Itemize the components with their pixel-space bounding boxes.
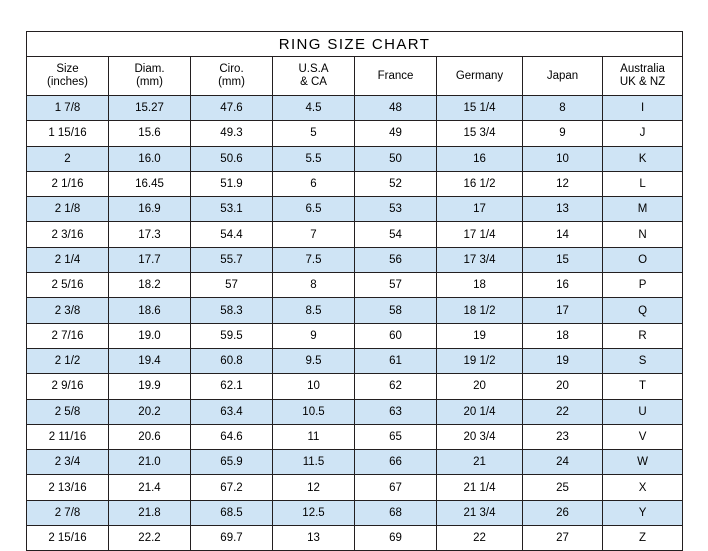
column-header-usa-ca [273, 57, 355, 96]
table-cell: 53 [355, 197, 437, 222]
table-cell: 57 [191, 273, 273, 298]
table-cell: 12 [523, 171, 603, 196]
column-header-usa-ca-line2: & CA [300, 76, 327, 88]
table-cell: 18.6 [109, 298, 191, 323]
table-cell: 49 [355, 121, 437, 146]
table-cell: 2 3/4 [27, 450, 109, 475]
table-row [27, 526, 683, 551]
table-cell: 16.9 [109, 197, 191, 222]
table-cell: 15 1/4 [437, 96, 523, 121]
table-cell: 63.4 [191, 399, 273, 424]
table-cell: Y [603, 500, 683, 525]
table-cell: P [603, 273, 683, 298]
table-cell: 17.7 [109, 247, 191, 272]
table-cell: 48 [355, 96, 437, 121]
table-cell: 19 [523, 348, 603, 373]
table-cell: 5 [273, 121, 355, 146]
column-header-japan-line1: Japan [546, 69, 579, 82]
table-cell: 21.0 [109, 450, 191, 475]
table-cell: 20.6 [109, 424, 191, 449]
table-cell: 52 [355, 171, 437, 196]
table-cell: 2 13/16 [27, 475, 109, 500]
table-cell: 2 7/8 [27, 500, 109, 525]
column-header-usa-ca-line1: U.S.A [298, 63, 329, 75]
table-cell: 2 1/16 [27, 171, 109, 196]
table-cell: 22.2 [109, 526, 191, 551]
table-cell: 19.9 [109, 374, 191, 399]
table-cell: 16.45 [109, 171, 191, 196]
table-cell: 11 [273, 424, 355, 449]
table-cell: S [603, 348, 683, 373]
table-cell: 9.5 [273, 348, 355, 373]
table-cell: V [603, 424, 683, 449]
table-cell: 16 [523, 273, 603, 298]
table-cell: Q [603, 298, 683, 323]
table-cell: R [603, 323, 683, 348]
table-cell: 55.7 [191, 247, 273, 272]
table-cell: 60 [355, 323, 437, 348]
table-cell: 10 [273, 374, 355, 399]
table-cell: 1 7/8 [27, 96, 109, 121]
table-cell: 6 [273, 171, 355, 196]
table-row [27, 323, 683, 348]
table-cell: 23 [523, 424, 603, 449]
column-header-australia-uk-nz-line1: Australia [620, 63, 665, 75]
table-cell: 17 [523, 298, 603, 323]
table-cell: 16.0 [109, 146, 191, 171]
table-cell: 62.1 [191, 374, 273, 399]
table-cell: M [603, 197, 683, 222]
table-cell: 56 [355, 247, 437, 272]
table-cell: 49.3 [191, 121, 273, 146]
table-row [27, 374, 683, 399]
table-cell: 26 [523, 500, 603, 525]
table-cell: 4.5 [273, 96, 355, 121]
table-cell: 2 5/16 [27, 273, 109, 298]
table-cell: 24 [523, 450, 603, 475]
table-cell: 19.4 [109, 348, 191, 373]
ring-size-table [26, 31, 683, 551]
table-cell: 65 [355, 424, 437, 449]
table-cell: 21 1/4 [437, 475, 523, 500]
table-cell: 9 [523, 121, 603, 146]
table-cell: 2 3/8 [27, 298, 109, 323]
table-cell: 19 [437, 323, 523, 348]
table-cell: 9 [273, 323, 355, 348]
table-cell: 20 3/4 [437, 424, 523, 449]
table-cell: J [603, 121, 683, 146]
column-header-diameter [109, 57, 191, 96]
table-cell: 15 3/4 [437, 121, 523, 146]
table-cell: 54 [355, 222, 437, 247]
chart-container [26, 31, 682, 551]
table-cell: 67 [355, 475, 437, 500]
table-cell: 27 [523, 526, 603, 551]
table-cell: 69 [355, 526, 437, 551]
table-cell: 18 [437, 273, 523, 298]
table-cell: 5.5 [273, 146, 355, 171]
table-cell: X [603, 475, 683, 500]
table-cell: 54.4 [191, 222, 273, 247]
table-row [27, 96, 683, 121]
table-cell: 17 3/4 [437, 247, 523, 272]
table-row [27, 273, 683, 298]
table-cell: 20 1/4 [437, 399, 523, 424]
page-title: RING SIZE CHART [27, 32, 683, 57]
table-cell: 64.6 [191, 424, 273, 449]
table-cell: 6.5 [273, 197, 355, 222]
table-cell: 53.1 [191, 197, 273, 222]
table-cell: 21.4 [109, 475, 191, 500]
table-header-row [27, 57, 683, 96]
column-header-circumference-line2: (mm) [218, 76, 245, 88]
table-cell: T [603, 374, 683, 399]
table-cell: 17 1/4 [437, 222, 523, 247]
table-cell: 66 [355, 450, 437, 475]
table-cell: 63 [355, 399, 437, 424]
table-cell: 1 15/16 [27, 121, 109, 146]
table-cell: O [603, 247, 683, 272]
table-cell: 17 [437, 197, 523, 222]
column-header-japan [523, 57, 603, 96]
table-cell: 20 [437, 374, 523, 399]
table-row [27, 500, 683, 525]
table-cell: 60.8 [191, 348, 273, 373]
table-body [27, 96, 683, 551]
table-row [27, 247, 683, 272]
table-cell: 19.0 [109, 323, 191, 348]
table-cell: 2 1/2 [27, 348, 109, 373]
table-cell: 57 [355, 273, 437, 298]
table-title-row [27, 32, 683, 57]
table-cell: 18.2 [109, 273, 191, 298]
table-cell: 13 [523, 197, 603, 222]
table-cell: 68.5 [191, 500, 273, 525]
table-cell: 7 [273, 222, 355, 247]
table-cell: 16 [437, 146, 523, 171]
table-row [27, 298, 683, 323]
table-cell: 17.3 [109, 222, 191, 247]
table-row [27, 348, 683, 373]
table-cell: 51.9 [191, 171, 273, 196]
table-cell: 62 [355, 374, 437, 399]
table-row [27, 450, 683, 475]
table-cell: 16 1/2 [437, 171, 523, 196]
table-cell: 13 [273, 526, 355, 551]
table-cell: 2 1/8 [27, 197, 109, 222]
table-cell: I [603, 96, 683, 121]
table-cell: 2 15/16 [27, 526, 109, 551]
table-cell: 2 11/16 [27, 424, 109, 449]
column-header-diameter-line1: Diam. [134, 63, 165, 75]
table-cell: 2 7/16 [27, 323, 109, 348]
column-header-circumference-line1: Ciro. [219, 63, 244, 75]
table-cell: 11.5 [273, 450, 355, 475]
table-cell: 21.8 [109, 500, 191, 525]
table-cell: 2 [27, 146, 109, 171]
table-cell: N [603, 222, 683, 247]
table-cell: 58.3 [191, 298, 273, 323]
table-cell: 69.7 [191, 526, 273, 551]
table-cell: 65.9 [191, 450, 273, 475]
table-cell: K [603, 146, 683, 171]
table-cell: 2 9/16 [27, 374, 109, 399]
table-cell: 15.6 [109, 121, 191, 146]
table-cell: 12.5 [273, 500, 355, 525]
table-row [27, 222, 683, 247]
table-cell: 22 [437, 526, 523, 551]
table-cell: 47.6 [191, 96, 273, 121]
table-cell: 2 1/4 [27, 247, 109, 272]
column-header-france [355, 57, 437, 96]
table-cell: 7.5 [273, 247, 355, 272]
table-cell: 61 [355, 348, 437, 373]
table-cell: 50 [355, 146, 437, 171]
table-cell: 10 [523, 146, 603, 171]
table-cell: 58 [355, 298, 437, 323]
table-row [27, 399, 683, 424]
table-cell: 8.5 [273, 298, 355, 323]
table-cell: 14 [523, 222, 603, 247]
table-cell: 2 5/8 [27, 399, 109, 424]
table-cell: 12 [273, 475, 355, 500]
table-cell: 50.6 [191, 146, 273, 171]
table-cell: 21 3/4 [437, 500, 523, 525]
column-header-australia-uk-nz [603, 57, 683, 96]
table-cell: 20.2 [109, 399, 191, 424]
column-header-circumference [191, 57, 273, 96]
table-cell: 8 [273, 273, 355, 298]
table-row [27, 424, 683, 449]
table-cell: 18 1/2 [437, 298, 523, 323]
table-row [27, 121, 683, 146]
table-cell: 22 [523, 399, 603, 424]
table-cell: 68 [355, 500, 437, 525]
table-cell: 15.27 [109, 96, 191, 121]
table-cell: Z [603, 526, 683, 551]
table-cell: U [603, 399, 683, 424]
column-header-size [27, 57, 109, 96]
table-cell: 19 1/2 [437, 348, 523, 373]
table-cell: L [603, 171, 683, 196]
table-cell: 15 [523, 247, 603, 272]
column-header-france-line1: France [377, 69, 414, 82]
table-row [27, 475, 683, 500]
table-cell: 18 [523, 323, 603, 348]
table-row [27, 146, 683, 171]
column-header-germany-line1: Germany [455, 69, 504, 82]
table-cell: 67.2 [191, 475, 273, 500]
table-cell: 10.5 [273, 399, 355, 424]
table-cell: 21 [437, 450, 523, 475]
table-cell: 25 [523, 475, 603, 500]
column-header-size-line1: Size [56, 63, 79, 75]
table-row [27, 171, 683, 196]
column-header-diameter-line2: (mm) [136, 76, 163, 88]
table-row [27, 197, 683, 222]
table-cell: W [603, 450, 683, 475]
column-header-size-line2: (inches) [47, 76, 88, 88]
column-header-australia-uk-nz-line2: UK & NZ [619, 76, 666, 88]
column-header-germany [437, 57, 523, 96]
table-cell: 59.5 [191, 323, 273, 348]
table-cell: 8 [523, 96, 603, 121]
table-cell: 20 [523, 374, 603, 399]
table-cell: 2 3/16 [27, 222, 109, 247]
